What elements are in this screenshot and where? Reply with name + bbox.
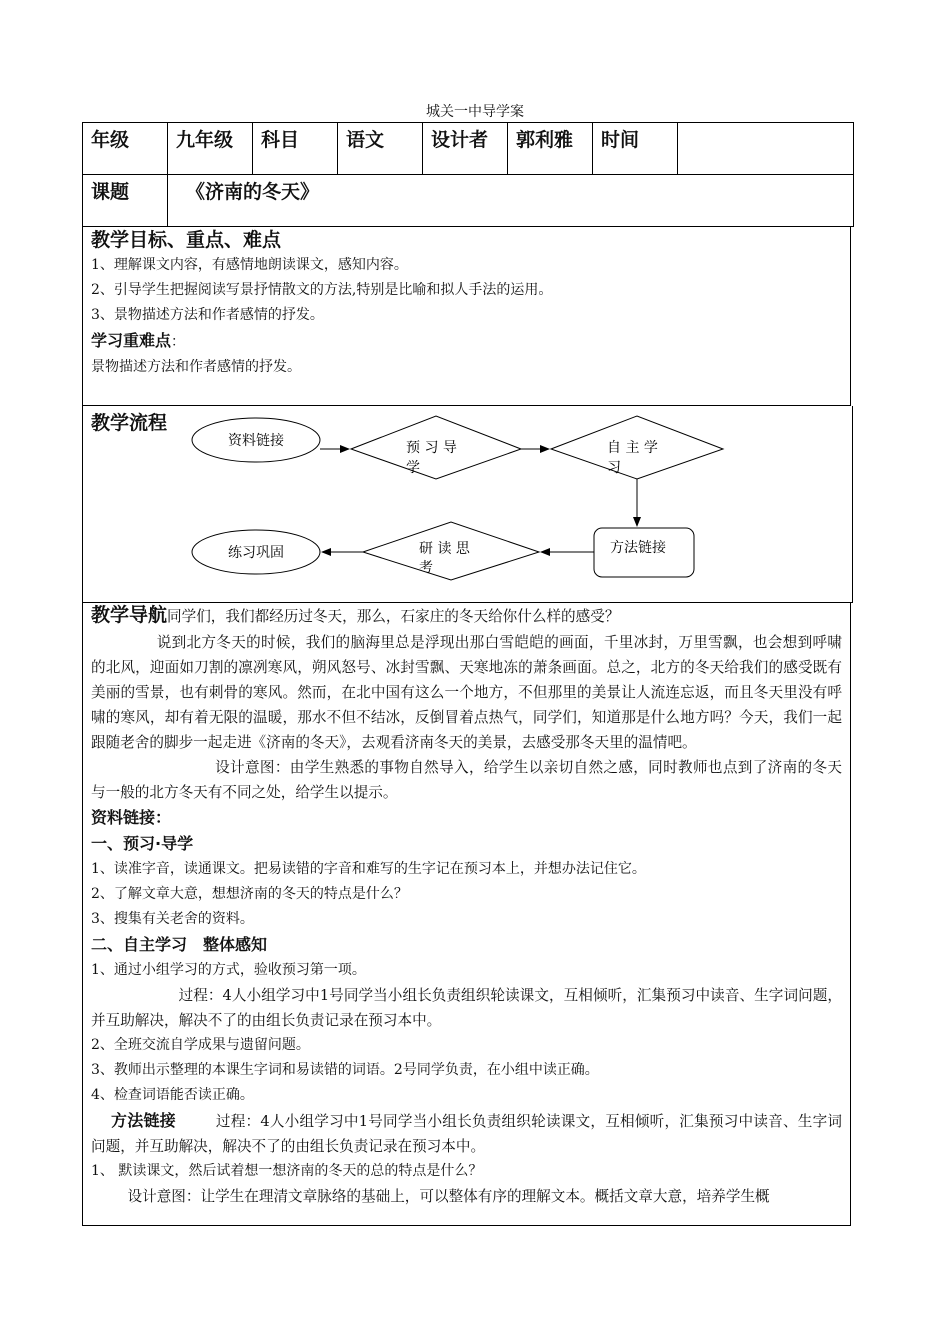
materials-node-label: 资料链接	[228, 433, 284, 449]
design-intent-1: 设计意图：由学生熟悉的事物自然导入，给学生以亲切自然之感，同时教师也点到了济南的冬天与一般的北方冬天有不同之处，给学生以提示。	[91, 759, 842, 801]
goal-item-3: 3、景物描述方法和作者感情的抒发。	[91, 307, 324, 323]
study-think-node-label-b: 考	[419, 560, 433, 576]
self-study-item-1: 1、通过小组学习的方式，验收预习第一项。	[91, 962, 366, 978]
goals-section	[82, 226, 851, 406]
preview-section-title: 一、预习·导学	[91, 834, 194, 853]
self-study-node-label-b: 习	[607, 460, 621, 476]
flow-diagram	[83, 406, 852, 602]
process-text-2: 过程：4人小组学习中1号同学当小组长负责组织轮读课文，互相倾听，汇集预习中读音、生字词问题，并互助解决，解决不了的由组长负责记录在预习本中。	[91, 1113, 842, 1155]
preview-node-label-a: 预 习 导	[406, 440, 457, 456]
designer-value: 郭利雅	[508, 123, 593, 175]
header-table	[82, 122, 854, 227]
materials-link-title: 资料链接：	[91, 808, 172, 827]
topic-label: 课题	[83, 175, 168, 227]
goals-title: 教学目标、重点、难点	[91, 229, 282, 251]
self-study-item-3: 3、教师出示整理的本课生字词和易读错的词语。2号同学负责，在小组中读正确。	[91, 1062, 599, 1078]
method-link-paragraph	[91, 1108, 842, 1159]
designer-label: 设计者	[423, 123, 508, 175]
subject-value: 语文	[338, 123, 423, 175]
flow-section	[82, 406, 853, 603]
guide-title: 教学导航	[91, 604, 168, 626]
key-points-heading	[91, 328, 842, 355]
key-points-colon: ：	[171, 334, 186, 350]
goal-item-2: 2、引导学生把握阅读写景抒情散文的方法,特别是比喻和拟人手法的运用。	[91, 282, 553, 298]
grade-value: 九年级	[168, 123, 253, 175]
self-study-node-label-a: 自 主 学	[607, 440, 658, 456]
key-points-text: 景物描述方法和作者感情的抒发。	[91, 359, 301, 375]
preview-item-3: 3、搜集有关老舍的资料。	[91, 911, 254, 927]
self-study-item-2: 2、全班交流自学成果与遗留问题。	[91, 1037, 310, 1053]
read-item-1: 1、 默读课文，然后试着想一想济南的冬天的总的特点是什么？	[91, 1163, 483, 1179]
self-study-section-title: 二、自主学习 整体感知	[91, 935, 268, 954]
grade-label: 年级	[83, 123, 168, 175]
topic-value: 《济南的冬天》	[168, 175, 854, 227]
guide-lead-line	[91, 602, 842, 630]
preview-item-1: 1、读准字音，读通课文。把易读错的字音和难写的生字记在预习本上，并想办法记住它。	[91, 861, 646, 877]
time-value	[678, 123, 854, 175]
subject-label: 科目	[253, 123, 338, 175]
design-intent-2: 设计意图：让学生在理清文章脉络的基础上，可以整体有序的理解文本。概括文章大意，培养学生概	[127, 1188, 770, 1205]
time-label: 时间	[593, 123, 678, 175]
flow-title: 教学流程	[91, 412, 168, 434]
study-think-node-label-a: 研 读 思	[419, 541, 470, 557]
key-points-title: 学习重难点	[91, 331, 172, 350]
preview-node-label-b: 学	[406, 460, 420, 476]
guide-intro: 说到北方冬天的时候，我们的脑海里总是浮现出那白雪皑皑的画面，千里冰封，万里雪飘，也会想到呼啸的北风，迎面如刀割的凛冽寒风，朔风怒号、冰封雪飘、天寒地冻的萧条画面。总之，北方的冬天给我们的感受既有美丽的雪景，也有刺骨的寒风。然而，在北中国有这么一个地方，不但那里的美景让人流连忘返，而且冬天里没有呼啸的寒风，却有着无限的温暖，那水不但不结冰，反倒冒着点热气，同学们，知道那是什么地方吗？今天，我们一起跟随老舍的脚步一起走进《济南的冬天》，去观看济南冬天的美景，去感受那冬天里的温情吧。	[91, 634, 842, 751]
preview-item-2: 2、了解文章大意，想想济南的冬天的特点是什么？	[91, 886, 408, 902]
self-study-item-4: 4、检查词语能否读正确。	[91, 1087, 254, 1103]
guide-section	[82, 602, 851, 1226]
method-node-label: 方法链接	[610, 540, 666, 556]
guide-lead: 同学们，我们都经历过冬天，那么，石家庄的冬天给你什么样的感受？	[167, 608, 620, 625]
method-link-title: 方法链接	[111, 1111, 176, 1130]
practice-node-label: 练习巩固	[228, 545, 284, 561]
goal-item-1: 1、理解课文内容，有感情地朗读课文，感知内容。	[91, 257, 408, 273]
process-text-1: 过程：4人小组学习中1号同学当小组长负责组织轮读课文，互相倾听，汇集预习中读音、生字词问题，并互助解决，解决不了的由组长负责记录在预习本中。	[91, 987, 842, 1029]
page-title: 城关一中导学案	[426, 104, 524, 120]
